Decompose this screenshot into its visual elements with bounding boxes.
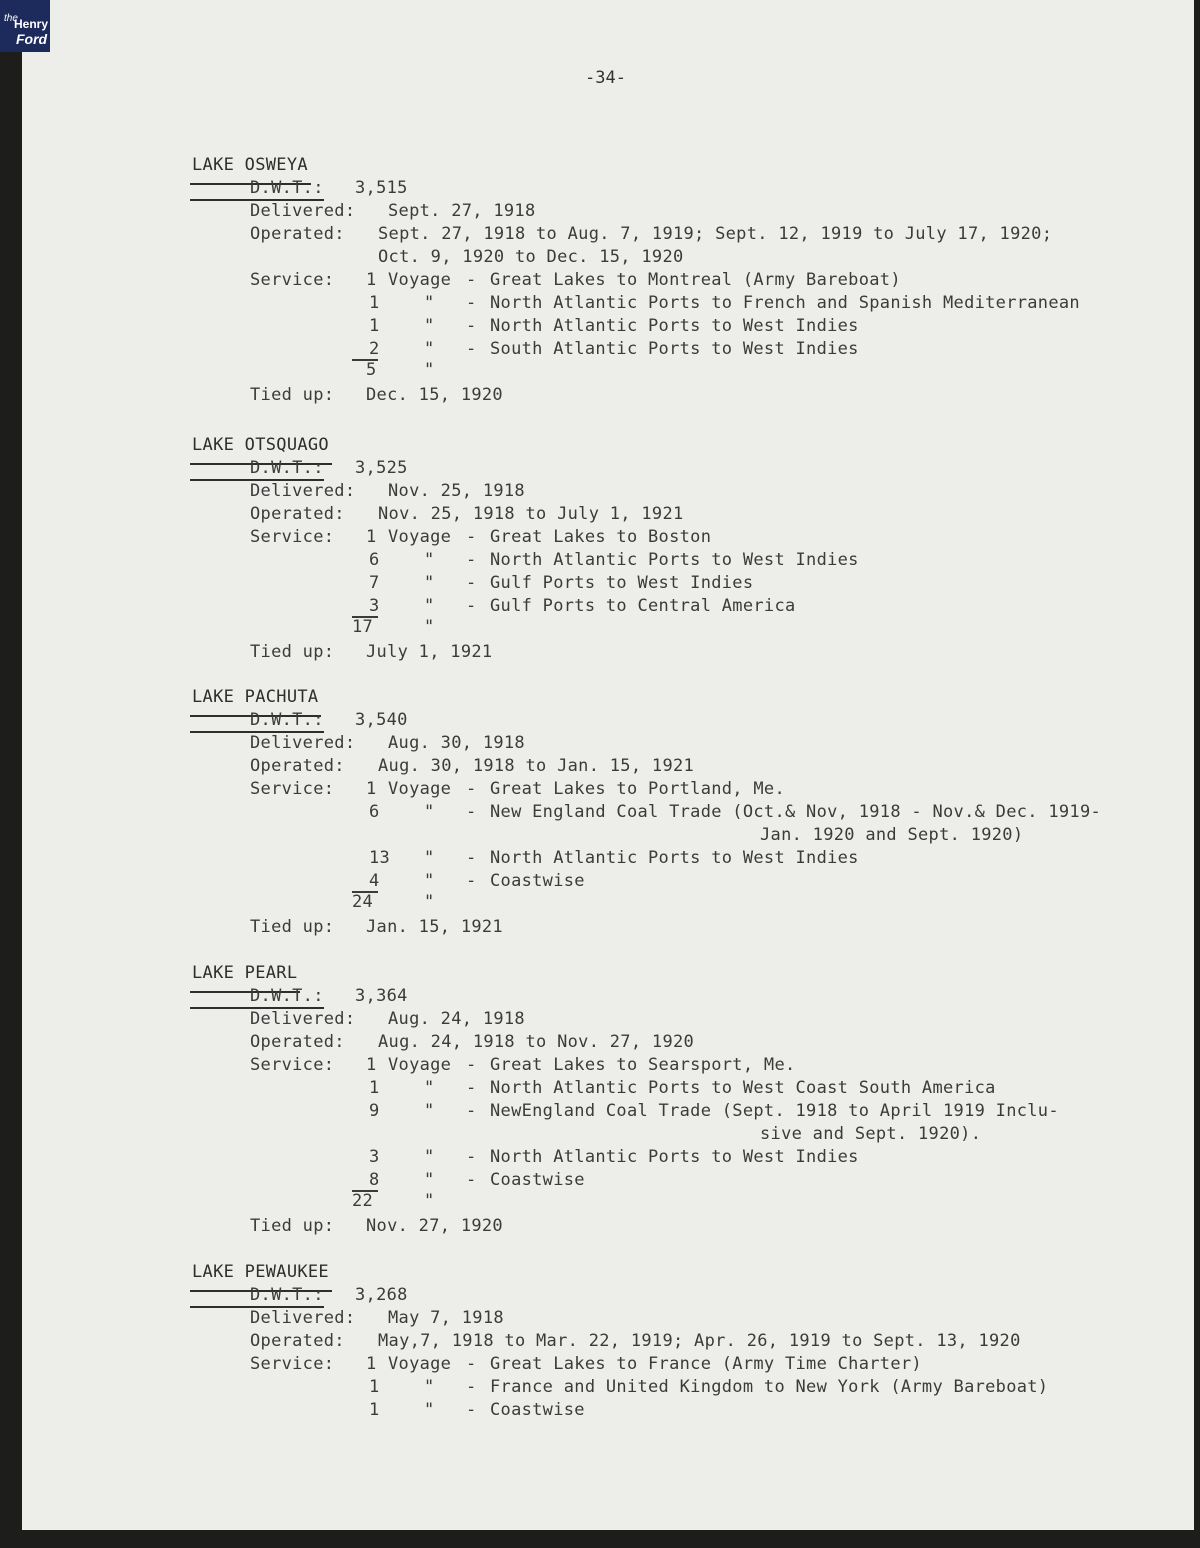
- operated-label: Operated:: [250, 1331, 345, 1351]
- ship-name-heading: LAKE OSWEYA: [192, 155, 308, 175]
- service-route: North Atlantic Ports to West Indies: [490, 848, 859, 868]
- ship-name-heading: LAKE PACHUTA: [192, 687, 319, 707]
- henry-ford-logo: [0, 0, 50, 52]
- voyage-count: 7: [369, 573, 380, 593]
- dwt-value: 3,268: [355, 1285, 408, 1305]
- voyage-count: 6: [369, 550, 380, 570]
- voyage-unit: ": [424, 1078, 435, 1098]
- voyage-unit: ": [424, 316, 435, 336]
- dwt-label: D.W.T.:: [250, 458, 324, 478]
- voyage-total: 5: [366, 360, 377, 380]
- voyage-total: 17: [352, 617, 374, 637]
- voyage-dash: -: [466, 1147, 477, 1167]
- voyage-unit: ": [424, 596, 435, 616]
- service-route: North Atlantic Ports to West Indies: [490, 316, 859, 336]
- voyage-count: 3: [369, 1147, 380, 1167]
- voyage-unit: ": [424, 1170, 435, 1190]
- voyage-count: 1: [369, 1078, 380, 1098]
- voyage-count: 1: [369, 1377, 380, 1397]
- operated-label: Operated:: [250, 504, 345, 524]
- voyage-count: 1: [369, 293, 380, 313]
- voyage-total-unit: ": [424, 617, 435, 637]
- voyage-dash: -: [466, 1354, 477, 1374]
- delivered-value: Aug. 24, 1918: [388, 1009, 525, 1029]
- voyage-count: 4: [369, 871, 380, 891]
- voyage-dash: -: [466, 316, 477, 336]
- service-route: Gulf Ports to West Indies: [490, 573, 754, 593]
- service-route: Gulf Ports to Central America: [490, 596, 796, 616]
- voyage-dash: -: [466, 1170, 477, 1190]
- voyage-total-unit: ": [424, 360, 435, 380]
- voyage-dash: -: [466, 573, 477, 593]
- service-route: NewEngland Coal Trade (Sept. 1918 to April 1919 Inclu-: [490, 1101, 1059, 1121]
- delivered-value: Aug. 30, 1918: [388, 733, 525, 753]
- voyage-dash: -: [466, 1101, 477, 1121]
- voyage-unit: ": [424, 802, 435, 822]
- page-number: -34-: [585, 68, 626, 88]
- tied-up-label: Tied up:: [250, 1216, 335, 1236]
- tied-up-value: Jan. 15, 1921: [366, 917, 503, 937]
- voyage-dash: -: [466, 802, 477, 822]
- service-route: Great Lakes to Portland, Me.: [490, 779, 785, 799]
- voyage-dash: -: [466, 550, 477, 570]
- service-route: New England Coal Trade (Oct.& Nov, 1918 - Nov.& Dec. 1919-: [490, 802, 1102, 822]
- voyage-unit: ": [424, 848, 435, 868]
- voyage-count: 8: [369, 1170, 380, 1190]
- tied-up-label: Tied up:: [250, 917, 335, 937]
- service-label: Service:: [250, 1055, 335, 1075]
- service-route: Great Lakes to France (Army Time Charter): [490, 1354, 922, 1374]
- operated-value: Sept. 27, 1918 to Aug. 7, 1919; Sept. 12, 1919 to July 17, 1920;: [378, 224, 1053, 244]
- voyage-unit: ": [424, 1147, 435, 1167]
- service-route: North Atlantic Ports to West Indies: [490, 1147, 859, 1167]
- voyage-unit: Voyage: [388, 527, 452, 547]
- delivered-value: May 7, 1918: [388, 1308, 504, 1328]
- operated-label: Operated:: [250, 756, 345, 776]
- service-route: sive and Sept. 1920).: [760, 1124, 982, 1144]
- voyage-dash: -: [466, 779, 477, 799]
- voyage-unit: Voyage: [388, 779, 452, 799]
- tied-up-value: Nov. 27, 1920: [366, 1216, 503, 1236]
- dwt-label: D.W.T.:: [250, 1285, 324, 1305]
- voyage-count: 2: [369, 339, 380, 359]
- voyage-total-unit: ": [424, 1191, 435, 1211]
- service-route: Great Lakes to Boston: [490, 527, 712, 547]
- logo-henry-text: Henry: [14, 17, 49, 31]
- voyage-count: 1: [369, 1400, 380, 1420]
- voyage-total: 24: [352, 892, 374, 912]
- voyage-count: 1: [366, 779, 377, 799]
- voyage-count: 13: [369, 848, 391, 868]
- voyage-dash: -: [466, 871, 477, 891]
- tied-up-label: Tied up:: [250, 385, 335, 405]
- voyage-dash: -: [466, 1377, 477, 1397]
- service-route: South Atlantic Ports to West Indies: [490, 339, 859, 359]
- service-route: Coastwise: [490, 1400, 585, 1420]
- service-route: North Atlantic Ports to West Indies: [490, 550, 859, 570]
- voyage-total-unit: ": [424, 892, 435, 912]
- voyage-dash: -: [466, 1078, 477, 1098]
- voyage-dash: -: [466, 1055, 477, 1075]
- voyage-unit: ": [424, 550, 435, 570]
- service-route: Jan. 1920 and Sept. 1920): [760, 825, 1024, 845]
- dwt-label: D.W.T.:: [250, 986, 324, 1006]
- voyage-dash: -: [466, 270, 477, 290]
- dwt-label: D.W.T.:: [250, 178, 324, 198]
- dwt-value: 3,364: [355, 986, 408, 1006]
- operated-value: Oct. 9, 1920 to Dec. 15, 1920: [378, 247, 684, 267]
- ship-name-heading: LAKE OTSQUAGO: [192, 435, 329, 455]
- dwt-value: 3,525: [355, 458, 408, 478]
- voyage-dash: -: [466, 1400, 477, 1420]
- service-label: Service:: [250, 270, 335, 290]
- service-label: Service:: [250, 1354, 335, 1374]
- voyage-count: 3: [369, 596, 380, 616]
- ship-name-heading: LAKE PEARL: [192, 963, 298, 983]
- operated-value: Aug. 30, 1918 to Jan. 15, 1921: [378, 756, 695, 776]
- dwt-value: 3,540: [355, 710, 408, 730]
- delivered-label: Delivered:: [250, 481, 356, 501]
- dwt-value: 3,515: [355, 178, 408, 198]
- voyage-unit: ": [424, 1400, 435, 1420]
- voyage-count: 6: [369, 802, 380, 822]
- voyage-count: 1: [366, 1055, 377, 1075]
- service-route: Great Lakes to Searsport, Me.: [490, 1055, 796, 1075]
- voyage-unit: ": [424, 1101, 435, 1121]
- operated-label: Operated:: [250, 224, 345, 244]
- voyage-count: 1: [366, 1354, 377, 1374]
- operated-label: Operated:: [250, 1032, 345, 1052]
- tied-up-value: July 1, 1921: [366, 642, 493, 662]
- voyage-unit: ": [424, 339, 435, 359]
- service-label: Service:: [250, 779, 335, 799]
- delivered-value: Sept. 27, 1918: [388, 201, 536, 221]
- voyage-dash: -: [466, 339, 477, 359]
- service-route: North Atlantic Ports to French and Spanish Mediterranean: [490, 293, 1080, 313]
- delivered-value: Nov. 25, 1918: [388, 481, 525, 501]
- voyage-total: 22: [352, 1191, 374, 1211]
- voyage-dash: -: [466, 848, 477, 868]
- tied-up-label: Tied up:: [250, 642, 335, 662]
- dwt-label: D.W.T.:: [250, 710, 324, 730]
- voyage-unit: ": [424, 871, 435, 891]
- logo-the-text: the: [4, 13, 18, 24]
- delivered-label: Delivered:: [250, 733, 356, 753]
- service-route: Great Lakes to Montreal (Army Bareboat): [490, 270, 901, 290]
- voyage-unit: ": [424, 573, 435, 593]
- service-route: North Atlantic Ports to West Coast South America: [490, 1078, 996, 1098]
- voyage-unit: Voyage: [388, 1055, 452, 1075]
- tied-up-value: Dec. 15, 1920: [366, 385, 503, 405]
- voyage-dash: -: [466, 293, 477, 313]
- delivered-label: Delivered:: [250, 201, 356, 221]
- voyage-dash: -: [466, 527, 477, 547]
- operated-value: May,7, 1918 to Mar. 22, 1919; Apr. 26, 1919 to Sept. 13, 1920: [378, 1331, 1021, 1351]
- service-route: Coastwise: [490, 1170, 585, 1190]
- ship-name-heading: LAKE PEWAUKEE: [192, 1262, 329, 1282]
- voyage-unit: Voyage: [388, 1354, 452, 1374]
- voyage-dash: -: [466, 596, 477, 616]
- service-label: Service:: [250, 527, 335, 547]
- delivered-label: Delivered:: [250, 1308, 356, 1328]
- voyage-count: 1: [369, 316, 380, 336]
- delivered-label: Delivered:: [250, 1009, 356, 1029]
- operated-value: Aug. 24, 1918 to Nov. 27, 1920: [378, 1032, 695, 1052]
- service-route: France and United Kingdom to New York (Army Bareboat): [490, 1377, 1049, 1397]
- voyage-count: 9: [369, 1101, 380, 1121]
- logo-ford-text: Ford: [16, 31, 48, 47]
- voyage-unit: ": [424, 293, 435, 313]
- voyage-unit: ": [424, 1377, 435, 1397]
- operated-value: Nov. 25, 1918 to July 1, 1921: [378, 504, 684, 524]
- voyage-unit: Voyage: [388, 270, 452, 290]
- voyage-count: 1: [366, 270, 377, 290]
- voyage-count: 1: [366, 527, 377, 547]
- service-route: Coastwise: [490, 871, 585, 891]
